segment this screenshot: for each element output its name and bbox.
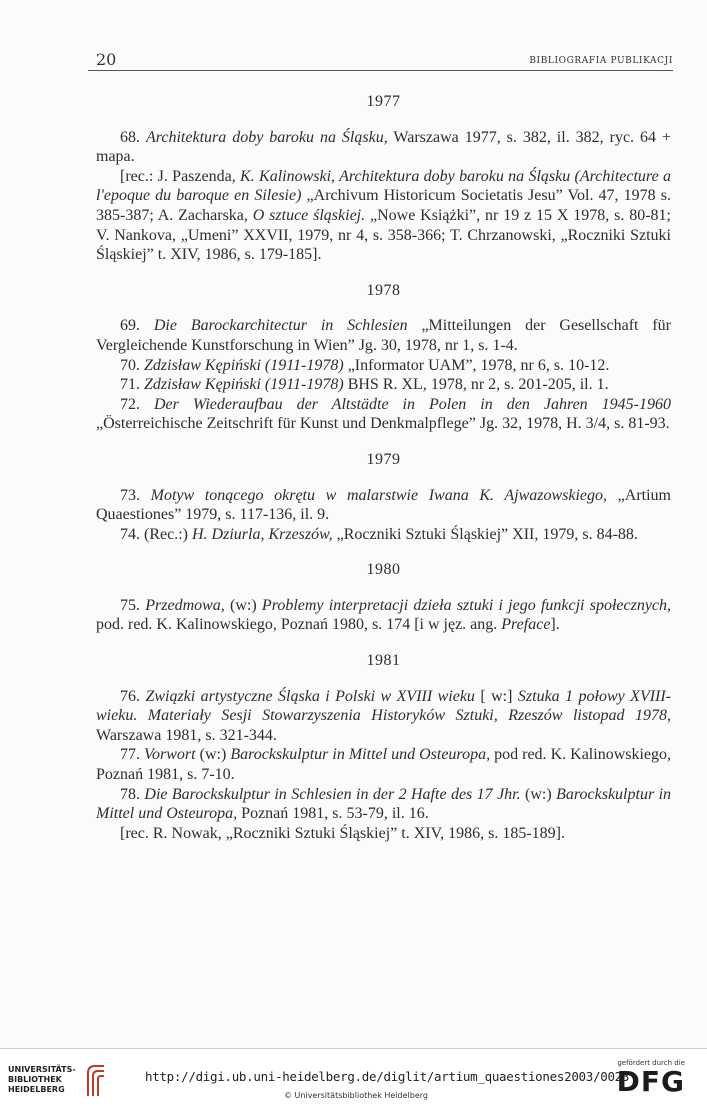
bibliography-entry [96, 785, 671, 824]
entry-text: 72. [120, 395, 154, 413]
bibliography-entry [96, 486, 671, 525]
entry-text: pod. red. K. Kalinowskiego, Poznań 1980, s. 174 [i w jęz. ang. [96, 616, 502, 634]
viewer-footer [0, 1048, 707, 1110]
entry-text: „Roczniki Sztuki Śląskiej” XII, 1979, s. 84-88. [332, 525, 638, 543]
year-heading: 1980 [366, 561, 401, 579]
entry-text: „Informator UAM”, 1978, nr 6, s. 10-12. [343, 356, 610, 374]
entry-text: [rec. R. Nowak, „Roczniki Sztuki Śląskiej” t. XIV, 1986, s. 185-189]. [120, 824, 565, 842]
entry-title-text: O sztuce śląskiej. [252, 206, 366, 224]
page-number: 20 [96, 50, 117, 69]
entry-text: 74. (Rec.:) [120, 525, 192, 543]
entry-title-text: Zdzisław Kępiński (1911-1978) [144, 356, 344, 374]
entry-title-text: Barockskulptur in Mittel und Osteuropa, [96, 785, 672, 823]
page-header [88, 50, 673, 71]
library-name [8, 1065, 76, 1095]
bibliography-entry [96, 525, 671, 545]
entry-title-text: K. Kalinowski, Architektura doby baroku na Śląsku (Architecture a l'epoque du baroque en Silesie) [96, 167, 671, 205]
permalink-url[interactable]: http://digi.ub.uni-heidelberg.de/diglit/artium_quaestiones2003/0023 [145, 1069, 630, 1084]
funder-note: gefördert durch die [617, 1059, 685, 1067]
entry-text: (w:) [195, 746, 231, 764]
entry-title-text: Vorwort [144, 746, 196, 764]
year-heading: 1978 [366, 281, 401, 299]
entry-text: ]. [550, 616, 560, 634]
library-emblem-icon [84, 1063, 108, 1097]
entry-title-text: Der Wiederaufbau der Altstädte in Polen in den Jahren 1945-1960 [154, 395, 672, 413]
bibliography-entry [96, 395, 671, 434]
entry-text: „Artium Quaestiones” 1979, s. 117-136, il. 9. [96, 486, 671, 524]
entry-title-text: Motyw tonącego okrętu w malarstwie Iwana K. Ajwazowskiego, [150, 486, 608, 504]
entry-text: [ w:] [474, 687, 518, 705]
library-name-line: BIBLIOTHEK [8, 1075, 62, 1084]
entry-text: „Österreichische Zeitschrift für Kunst und Denkmalpflege” Jg. 32, 1978, H. 3/4, s. 81-93. [96, 415, 670, 433]
entry-title-text: Związki artystyczne Śląska i Polski w XVIII wieku [145, 687, 475, 705]
entry-title-text: Przedmowa, [145, 596, 225, 614]
entry-text: Warszawa 1981, s. 321-344. [96, 726, 277, 744]
funder-logo[interactable] [603, 1059, 685, 1103]
entry-text: (w:) [224, 596, 262, 614]
entry-text: 69. [120, 317, 154, 335]
bibliography-entry [96, 316, 671, 355]
entry-title-text: Zdzisław Kępiński (1911-1978) [144, 376, 344, 394]
entry-text: „Mitteilungen der Gesellschaft für Vergleichende Kunstforschung in Wien” Jg. 30, 1978, nr 1, s. 1-4. [96, 317, 671, 354]
copyright-notice: © Universitätsbibliothek Heidelberg [284, 1091, 429, 1100]
bibliography-entry [96, 745, 671, 784]
entry-text: pod red. K. Kalinowskiego, Poznań 1981, s. 7-10. [96, 746, 672, 784]
bibliography-entry [96, 824, 671, 844]
year-heading: 1979 [366, 450, 401, 468]
library-name-line: HEIDELBERG [8, 1085, 65, 1094]
entry-text: 70. [120, 356, 144, 374]
entry-text: [rec.: J. Paszenda, [120, 167, 241, 185]
entry-title-text: Sztuka 1 połowy XVIII-wieku. Materiały Sesji Stowarzyszenia Historyków Sztuki, Rzeszów listopad 1978, [96, 687, 672, 725]
entry-text: 77. [120, 746, 145, 764]
bibliography-entry [96, 356, 671, 376]
entry-title-text: Barockskulptur in Mittel und Osteuropa, [230, 746, 491, 764]
bibliography-entry [96, 167, 671, 265]
entry-text: BHS R. XL, 1978, nr 2, s. 201-205, il. 1. [343, 376, 609, 394]
dfg-logo: DFG [616, 1065, 685, 1098]
year-heading: 1981 [366, 652, 401, 670]
bibliography-entry [96, 128, 671, 167]
entry-title-text: Die Barockarchitectur in Schlesien [153, 317, 408, 335]
entry-text: Warszawa 1977, s. 382, il. 382, ryc. 64 + mapa. [96, 128, 672, 166]
entry-text: 78. [120, 785, 145, 803]
entry-title-text: H. Dziurla, Krzeszów, [191, 525, 333, 543]
entry-text: 75. [120, 596, 146, 614]
entry-title-text: Preface [501, 616, 551, 634]
library-name-line: UNIVERSITÄTS- [8, 1065, 76, 1074]
entry-text: „Nowe Książki”, nr 19 z 15 X 1978, s. 80-81; V. Nankova, „Umeni” XXVII, 1979, nr 4, s. 358-366; T. Chrzanowski, „Roczniki Sztuki Śląskiej” t. XIV, 1986, s. 179-185]. [96, 206, 671, 264]
entry-text: 73. [120, 486, 151, 504]
entry-text: „Archivum Historicum Societatis Jesu” Vol. 47, 1978 s. 385-387; A. Zacharska, [96, 187, 672, 224]
running-head: BIBLIOGRAFIA PUBLIKACJI [529, 56, 673, 66]
bibliography-body [96, 92, 671, 843]
entry-title-text: Die Barockskulptur in Schlesien in der 2 Hafte des 17 Jhr. [144, 785, 521, 803]
entry-text: Poznań 1981, s. 53-79, il. 16. [237, 805, 429, 823]
entry-text: (w:) [520, 785, 557, 803]
entry-text: 76. [120, 687, 146, 705]
library-logo[interactable] [8, 1063, 138, 1103]
bibliography-entry [96, 596, 671, 635]
bibliography-entry [96, 687, 671, 746]
entry-text: 71. [120, 376, 144, 394]
bibliography-entry [96, 375, 671, 395]
year-heading: 1977 [366, 93, 401, 110]
entry-title-text: Architektura doby baroku na Śląsku, [145, 128, 388, 146]
entry-title-text: Problemy interpretacji dzieła sztuki i jego funkcji społecznych, [261, 596, 672, 614]
entry-text: 68. [120, 128, 146, 146]
